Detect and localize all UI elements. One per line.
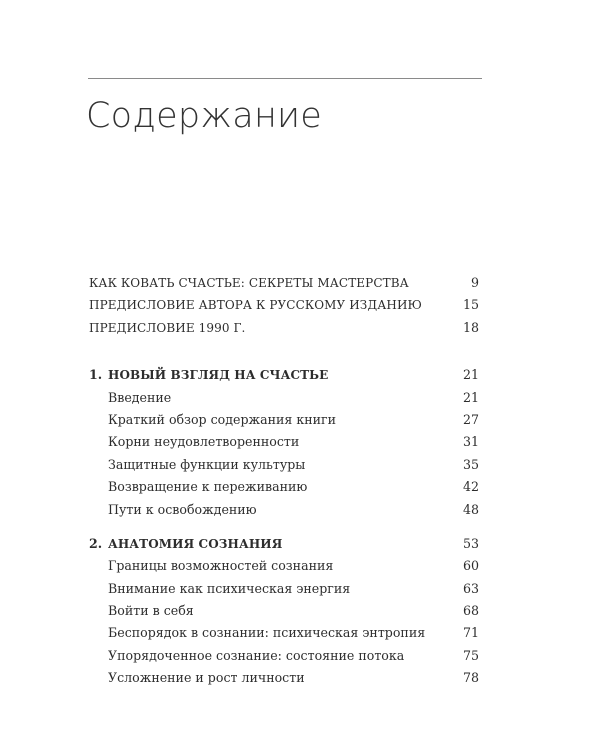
toc-section-page: 48	[462, 501, 479, 517]
toc-section-label: Внимание как психическая энергия	[108, 580, 351, 596]
chapter-title: НОВЫЙ ВЗГЛЯД НА СЧАСТЬЕ	[108, 368, 329, 383]
toc-chapter-1[interactable]	[89, 364, 479, 386]
toc-section[interactable]	[89, 454, 479, 476]
toc-section-page: 71	[462, 625, 479, 641]
toc-section-page: 35	[462, 456, 479, 472]
toc-section[interactable]	[89, 499, 479, 521]
toc-section-page: 63	[462, 580, 479, 596]
toc-section[interactable]	[89, 387, 479, 409]
toc-section-label: Упорядоченное сознание: состояние потока	[108, 647, 405, 663]
toc-section-label: Введение	[108, 389, 172, 405]
toc-section-label: Войти в себя	[108, 603, 194, 619]
toc-entry-front[interactable]	[89, 317, 479, 339]
toc-section-page: 21	[462, 389, 479, 405]
page-title: Содержание	[86, 96, 323, 136]
toc-section-page: 78	[462, 670, 479, 686]
toc-section-label: Краткий обзор содержания книги	[108, 411, 337, 427]
toc-entry-label: КАК КОВАТЬ СЧАСТЬЕ: СЕКРЕТЫ МАСТЕРСТВА	[89, 276, 409, 290]
toc-section-page: 27	[462, 411, 479, 427]
toc-section-label: Беспорядок в сознании: психическая энтропия	[108, 625, 426, 641]
toc-section-label: Пути к освобождению	[108, 501, 257, 517]
toc-section[interactable]	[89, 555, 479, 577]
toc-entry-label: ПРЕДИСЛОВИЕ АВТОРА К РУССКОМУ ИЗДАНИЮ	[89, 298, 422, 313]
chapter-number: 2.	[89, 535, 103, 551]
toc-section[interactable]	[89, 431, 479, 453]
toc-section-page: 60	[462, 558, 479, 574]
toc-section[interactable]	[89, 409, 479, 431]
top-rule	[88, 78, 482, 79]
toc-entry-page: 15	[462, 297, 479, 313]
toc-section-label: Возвращение к переживанию	[108, 479, 308, 495]
toc-entry-page: 53	[462, 535, 479, 551]
toc-chapter-2[interactable]	[89, 533, 479, 555]
toc-section-label: Корни неудовлетворенности	[108, 434, 300, 450]
toc-entry-page: 9	[470, 275, 479, 290]
toc-section[interactable]	[89, 476, 479, 498]
toc-entry-front[interactable]	[89, 294, 479, 316]
toc-section-page: 68	[462, 603, 479, 619]
toc-entry-page: 21	[462, 367, 479, 383]
toc-section[interactable]	[89, 667, 479, 689]
toc-section-label: Границы возможностей сознания	[108, 558, 334, 574]
table-of-contents	[89, 272, 479, 690]
toc-entry-page: 18	[462, 319, 479, 335]
toc-section-page: 42	[462, 479, 479, 495]
toc-section[interactable]	[89, 622, 479, 644]
chapter-number: 1.	[89, 367, 103, 383]
chapter-title: АНАТОМИЯ СОЗНАНИЯ	[108, 536, 283, 551]
toc-section-page: 75	[462, 647, 479, 663]
toc-section-label: Защитные функции культуры	[108, 456, 306, 472]
toc-section[interactable]	[89, 578, 479, 600]
toc-section-label: Усложнение и рост личности	[108, 670, 305, 686]
toc-entry-front[interactable]	[89, 272, 479, 294]
toc-entry-label: ПРЕДИСЛОВИЕ 1990 Г.	[89, 320, 246, 335]
toc-section[interactable]	[89, 645, 479, 667]
toc-section-page: 31	[462, 434, 479, 450]
toc-section[interactable]	[89, 600, 479, 622]
